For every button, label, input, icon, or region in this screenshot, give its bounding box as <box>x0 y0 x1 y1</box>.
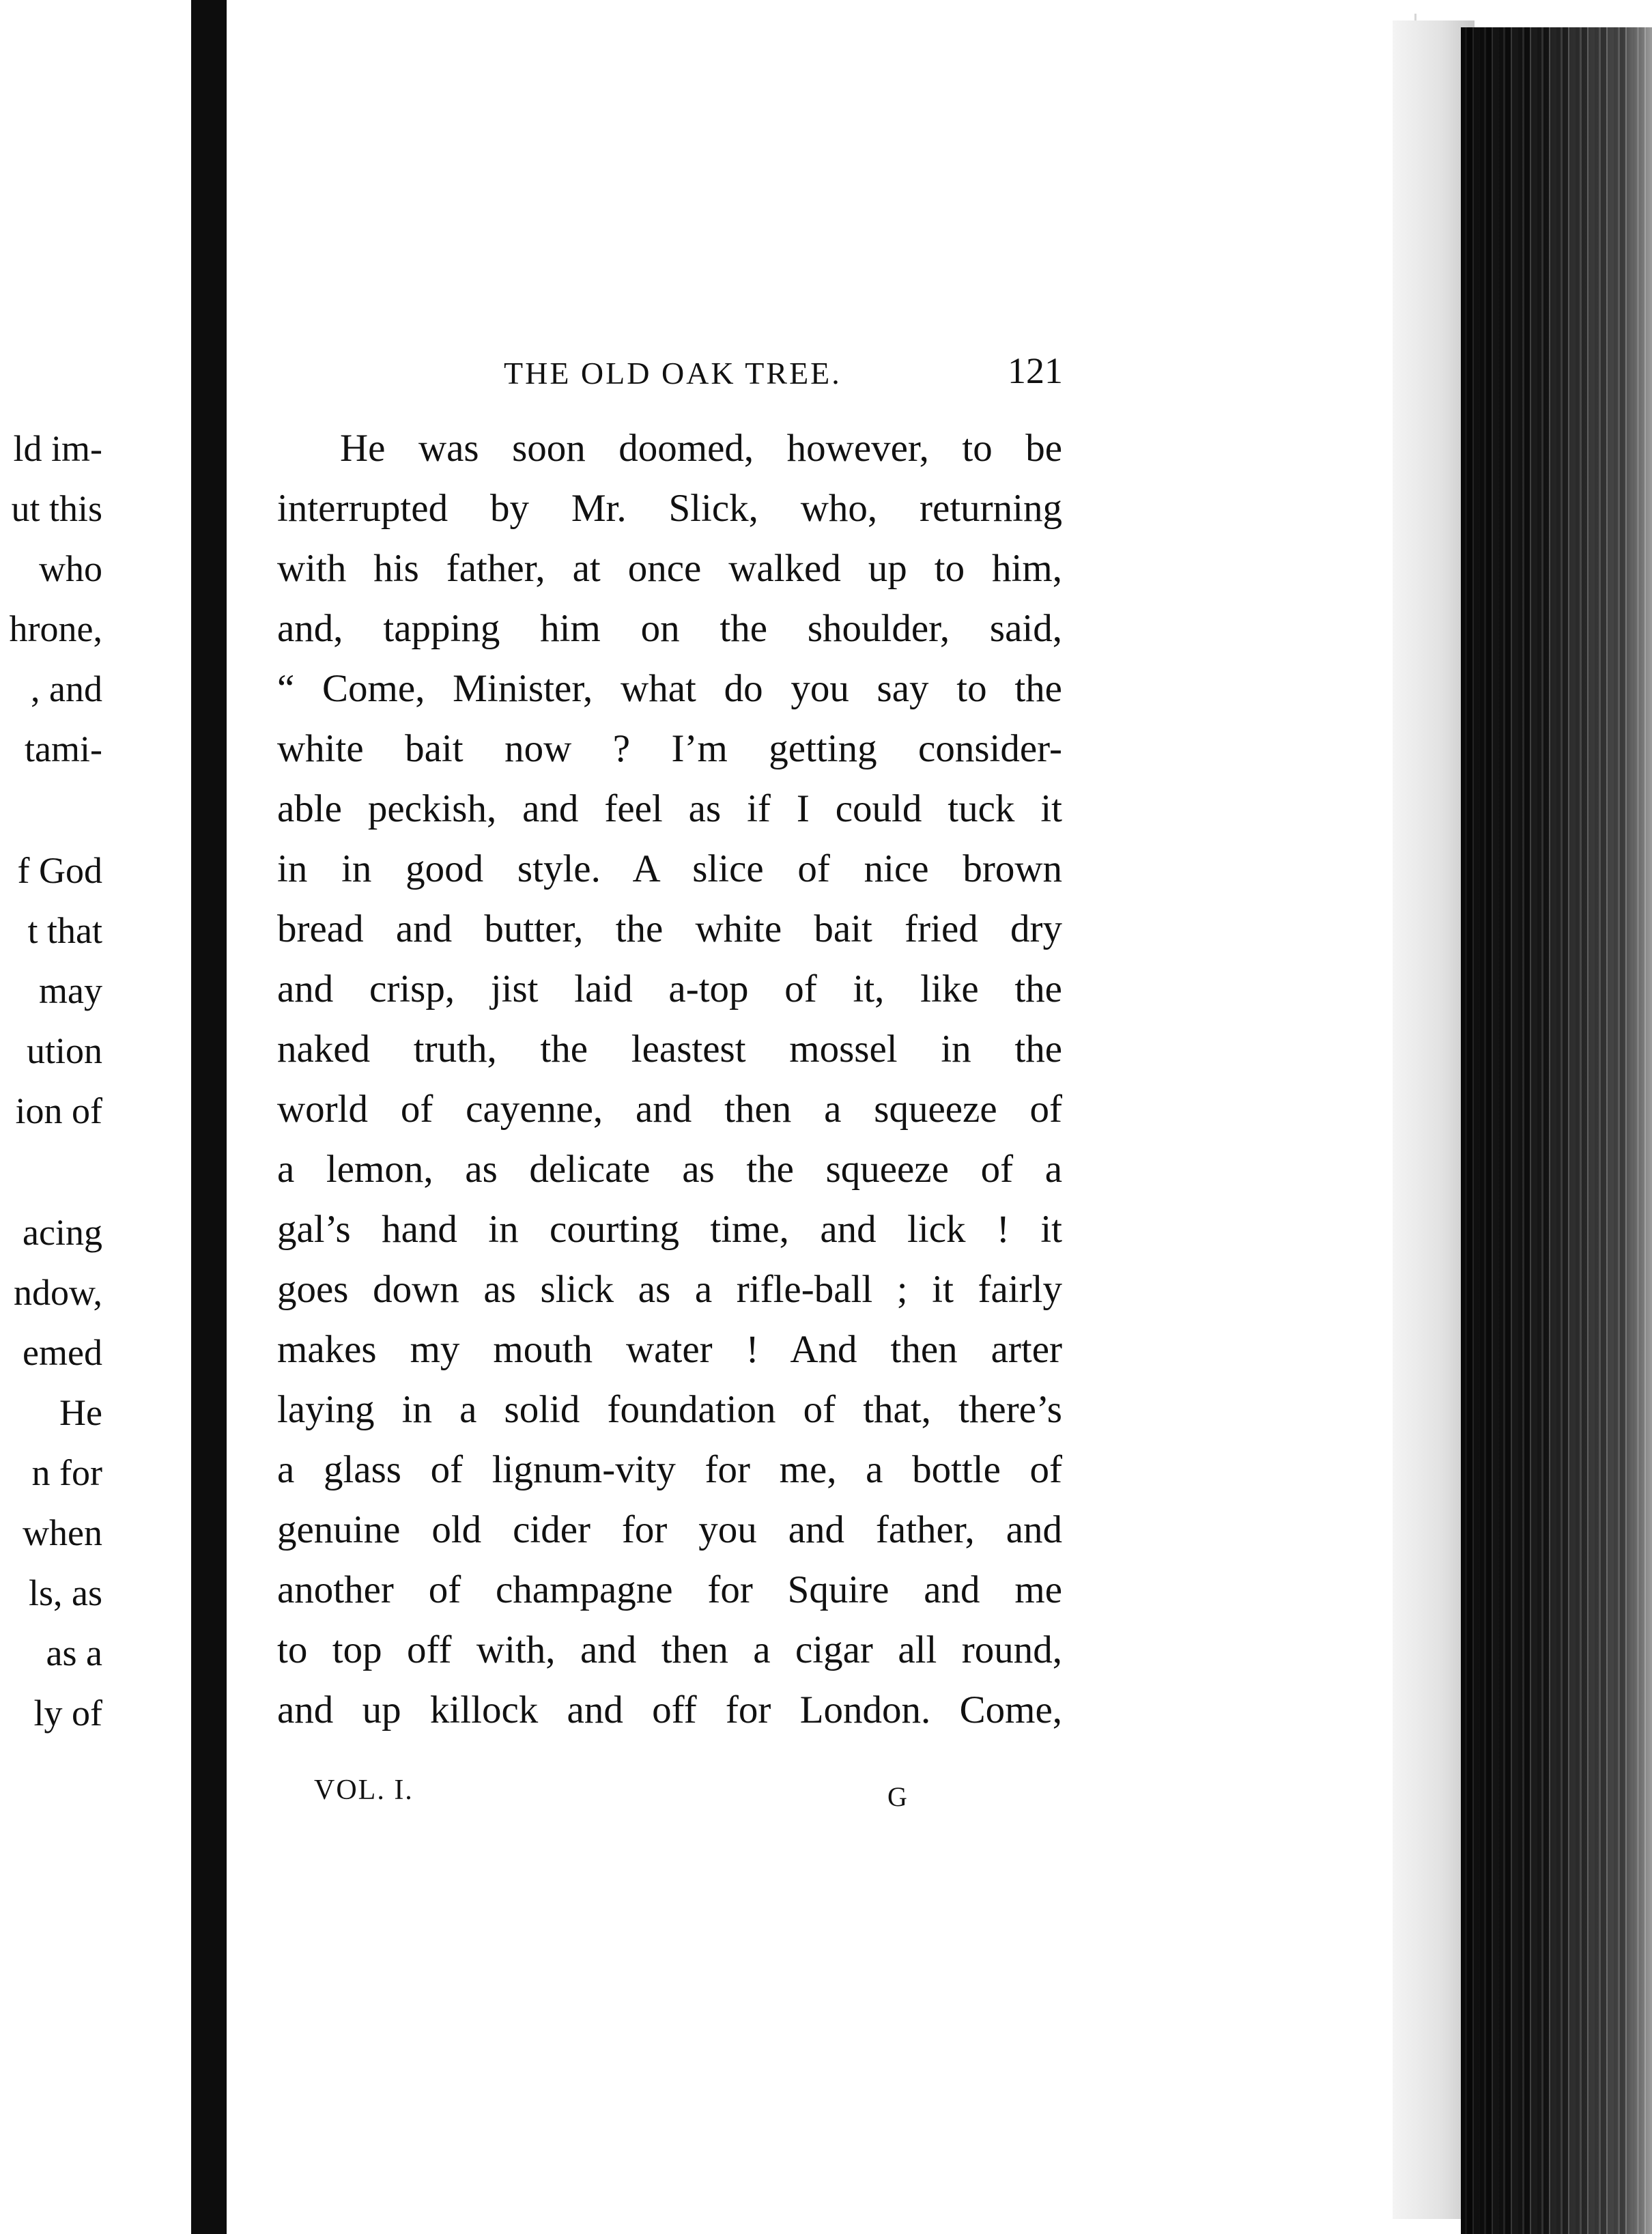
text-line: white bait now ? I’m getting consider- <box>277 727 1062 770</box>
previous-page-line: f God <box>17 850 102 891</box>
previous-page-line: , and <box>31 668 102 709</box>
text-line: genuine old cider for you and father, and <box>277 1508 1062 1551</box>
text-line: a glass of lignum-vity for me, a bottle of <box>277 1448 1062 1491</box>
text-line: laying in a solid foundation of that, there’s <box>277 1388 1062 1431</box>
previous-page-line: ly of <box>33 1693 102 1734</box>
text-line: and up killock and off for London. Come, <box>277 1688 1062 1731</box>
running-head: THE OLD OAK TREE. <box>504 356 842 391</box>
book-gutter <box>191 0 227 2234</box>
previous-page-line: who <box>39 548 102 589</box>
previous-page-line: ls, as <box>29 1572 102 1613</box>
previous-page-line: t that <box>27 910 102 951</box>
previous-page-line: He <box>59 1392 102 1433</box>
previous-page-line: emed <box>23 1332 102 1373</box>
page-number: 121 <box>1008 350 1063 391</box>
text-line: bread and butter, the white bait fried dry <box>277 907 1062 950</box>
previous-page-line: hrone, <box>9 608 102 649</box>
previous-page-line: ld im- <box>13 428 102 469</box>
previous-page-line: n for <box>31 1452 102 1493</box>
text-line: and crisp, jist laid a-top of it, like the <box>277 967 1062 1010</box>
text-line: in in good style. A slice of nice brown <box>277 847 1062 890</box>
volume-footer: VOL. I. <box>314 1775 414 1806</box>
previous-page-line: may <box>39 970 102 1011</box>
text-line: “ Come, Minister, what do you say to the <box>277 667 1062 710</box>
text-line: goes down as slick as a rifle-ball ; it fairly <box>277 1268 1062 1311</box>
previous-page-line: ution <box>26 1030 102 1071</box>
text-line: He was soon doomed, however, to be <box>340 427 1062 470</box>
text-line: able peckish, and feel as if I could tuck it <box>277 787 1062 830</box>
text-line: gal’s hand in courting time, and lick ! it <box>277 1208 1062 1251</box>
previous-page-line: ion of <box>15 1090 102 1131</box>
text-line: and, tapping him on the shoulder, said, <box>277 607 1062 650</box>
previous-page-line: when <box>23 1512 102 1553</box>
text-line: to top off with, and then a cigar all round, <box>277 1628 1062 1671</box>
text-line: world of cayenne, and then a squeeze of <box>277 1088 1062 1131</box>
signature-mark: G <box>887 1781 907 1812</box>
text-line: makes my mouth water ! And then arter <box>277 1328 1062 1371</box>
previous-page-line: as a <box>46 1632 102 1673</box>
previous-page-line: ndow, <box>14 1272 102 1313</box>
text-line: another of champagne for Squire and me <box>277 1568 1062 1611</box>
fore-edge-shading <box>1461 27 1652 2234</box>
text-line: a lemon, as delicate as the squeeze of a <box>277 1148 1062 1191</box>
text-line: interrupted by Mr. Slick, who, returning <box>277 487 1062 530</box>
previous-page-line: ut this <box>11 488 102 529</box>
previous-page-line: tami- <box>25 729 102 769</box>
previous-page-line: acing <box>23 1212 102 1253</box>
text-line: naked truth, the leastest mossel in the <box>277 1028 1062 1071</box>
text-line: with his father, at once walked up to him, <box>277 547 1062 590</box>
previous-page-fragment <box>0 7 191 2219</box>
